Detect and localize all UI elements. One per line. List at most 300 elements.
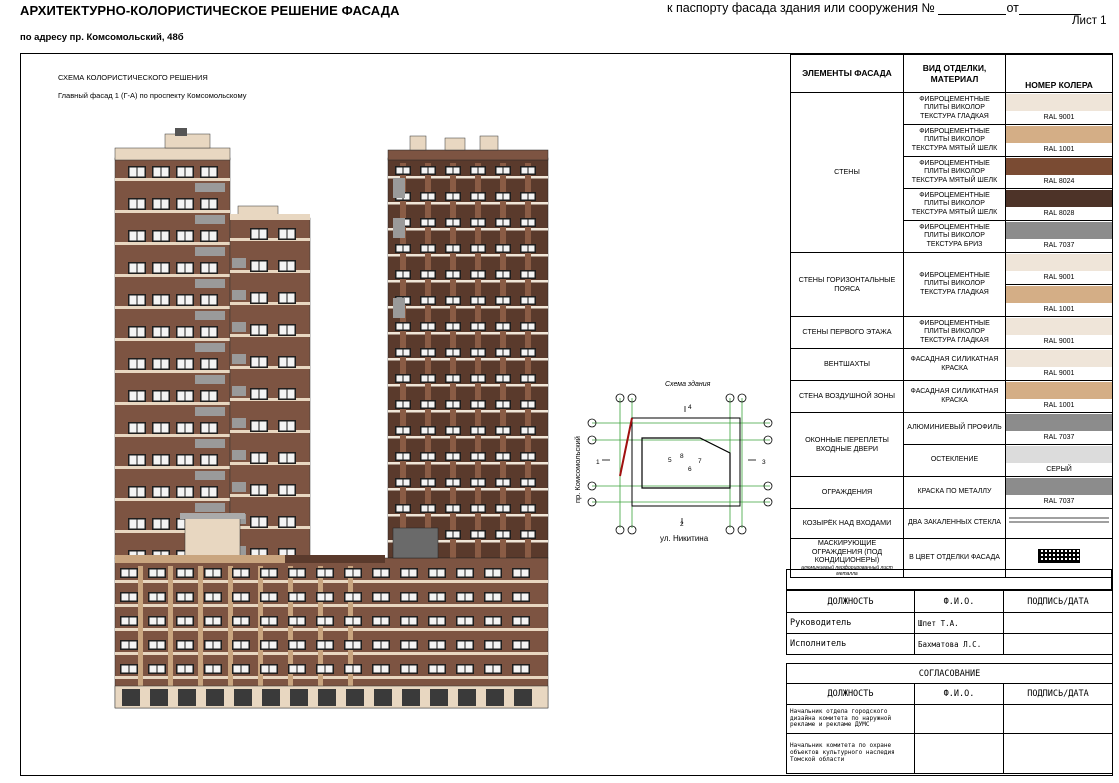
grey-panel bbox=[232, 482, 246, 492]
window-pane bbox=[288, 294, 295, 303]
window-pane bbox=[494, 666, 501, 673]
approval-header-name: Ф.И.О. bbox=[915, 684, 1004, 705]
window-pane bbox=[290, 570, 297, 577]
grey-panel bbox=[195, 471, 225, 480]
window-pane bbox=[494, 642, 501, 649]
shopfront bbox=[402, 689, 420, 706]
approval-table bbox=[786, 663, 1113, 774]
belt-band bbox=[115, 370, 230, 373]
window-pane bbox=[280, 518, 287, 527]
window-pane bbox=[178, 424, 185, 433]
window-pane bbox=[186, 456, 193, 465]
window-pane bbox=[479, 454, 485, 460]
grey-panel bbox=[195, 247, 225, 256]
ral-code: RAL 9001 bbox=[1043, 369, 1075, 377]
window-pane bbox=[438, 666, 445, 673]
window-pane bbox=[497, 324, 503, 330]
window-pane bbox=[280, 454, 287, 463]
window-pane bbox=[186, 642, 193, 649]
window-pane bbox=[138, 456, 145, 465]
window-pane bbox=[138, 360, 145, 369]
window-pane bbox=[186, 232, 193, 241]
material-cell: ФИБРОЦЕМЕНТНЫЕ ПЛИТЫ ВИКОЛОР ТЕКСТУРА МЯТЫЙ ШЕЛК bbox=[904, 157, 1006, 189]
window-pane bbox=[138, 232, 145, 241]
window-pane bbox=[504, 428, 510, 434]
window-pane bbox=[270, 666, 277, 673]
window-pane bbox=[422, 220, 428, 226]
window-pane bbox=[178, 168, 185, 177]
window-pane bbox=[458, 594, 465, 601]
window-pane bbox=[479, 376, 485, 382]
window-pane bbox=[402, 666, 409, 673]
window-pane bbox=[214, 570, 221, 577]
window-pane bbox=[158, 618, 165, 625]
window-pane bbox=[288, 390, 295, 399]
window-pane bbox=[154, 168, 161, 177]
window-pane bbox=[522, 454, 528, 460]
window-pane bbox=[479, 428, 485, 434]
window-pane bbox=[472, 480, 478, 486]
window-pane bbox=[270, 642, 277, 649]
belt-band bbox=[388, 384, 548, 387]
window-pane bbox=[458, 570, 465, 577]
window-pane bbox=[270, 594, 277, 601]
window-pane bbox=[234, 618, 241, 625]
window-pane bbox=[252, 358, 259, 367]
window-pane bbox=[154, 296, 161, 305]
window-pane bbox=[382, 594, 389, 601]
window-pane bbox=[178, 232, 185, 241]
window-pane bbox=[202, 424, 209, 433]
window-pane bbox=[447, 298, 453, 304]
window-pane bbox=[346, 618, 353, 625]
window-pane bbox=[150, 642, 157, 649]
window-pane bbox=[154, 328, 161, 337]
ral-code: RAL 7037 bbox=[1043, 433, 1075, 441]
left-tower-roof-box bbox=[165, 134, 210, 148]
window-pane bbox=[186, 264, 193, 273]
window-pane bbox=[354, 570, 361, 577]
window-pane bbox=[429, 350, 435, 356]
plan-label-1: 1 bbox=[596, 459, 600, 466]
window-pane bbox=[447, 506, 453, 512]
right-tower-parapet bbox=[388, 150, 548, 160]
window-pane bbox=[346, 642, 353, 649]
window-pane bbox=[472, 454, 478, 460]
material-cell: ФАСАДНАЯ СИЛИКАТНАЯ КРАСКА bbox=[904, 349, 1006, 381]
grey-panel bbox=[232, 386, 246, 396]
window-pane bbox=[178, 570, 185, 577]
window-pane bbox=[422, 246, 428, 252]
window-pane bbox=[130, 424, 137, 433]
perforation-pattern-icon bbox=[1038, 549, 1080, 563]
window-pane bbox=[382, 666, 389, 673]
shopfront bbox=[178, 689, 196, 706]
color-cell bbox=[1006, 253, 1113, 285]
window-pane bbox=[162, 424, 169, 433]
window-pane bbox=[130, 168, 137, 177]
window-pane bbox=[346, 594, 353, 601]
window-pane bbox=[150, 570, 157, 577]
window-pane bbox=[130, 666, 137, 673]
podium-cornice bbox=[285, 555, 385, 563]
left-tower-vent bbox=[175, 128, 187, 136]
belt-band bbox=[230, 366, 310, 369]
window-pane bbox=[260, 230, 267, 239]
window-pane bbox=[178, 392, 185, 401]
grey-panel bbox=[195, 343, 225, 352]
belt-band bbox=[230, 430, 310, 433]
window-pane bbox=[138, 200, 145, 209]
window-pane bbox=[202, 264, 209, 273]
passport-date-blank bbox=[1019, 3, 1081, 15]
window-pane bbox=[447, 246, 453, 252]
window-pane bbox=[497, 402, 503, 408]
window-pane bbox=[178, 264, 185, 273]
plan-title: Схема здания bbox=[665, 381, 711, 388]
window-pane bbox=[429, 220, 435, 226]
shopfront bbox=[430, 689, 448, 706]
color-swatch bbox=[1006, 478, 1112, 496]
sign-position: Исполнитель bbox=[787, 634, 915, 655]
color-spec-table bbox=[790, 54, 1113, 578]
window-pane bbox=[447, 480, 453, 486]
masking-note: алюминиевый перфорированный лист металла bbox=[801, 564, 893, 577]
window-pane bbox=[429, 194, 435, 200]
grey-panel bbox=[393, 218, 405, 238]
window-pane bbox=[447, 532, 453, 538]
window-pane bbox=[382, 570, 389, 577]
canopy-pattern-cell bbox=[1006, 509, 1113, 539]
window-pane bbox=[214, 642, 221, 649]
window-pane bbox=[454, 506, 460, 512]
color-cell bbox=[1006, 93, 1113, 125]
color-cell bbox=[1006, 221, 1113, 253]
color-swatch bbox=[1006, 446, 1112, 464]
window-pane bbox=[458, 666, 465, 673]
window-pane bbox=[522, 532, 528, 538]
window-pane bbox=[397, 272, 403, 278]
window-pane bbox=[162, 456, 169, 465]
approval-name bbox=[915, 734, 1004, 774]
window-pane bbox=[138, 520, 145, 529]
window-pane bbox=[522, 298, 528, 304]
window-pane bbox=[178, 642, 185, 649]
window-pane bbox=[397, 168, 403, 174]
belt-band bbox=[388, 436, 548, 439]
belt-band bbox=[115, 338, 230, 341]
window-pane bbox=[472, 324, 478, 330]
window-pane bbox=[260, 262, 267, 271]
window-pane bbox=[186, 360, 193, 369]
sign-header-signature: ПОДПИСЬ/ДАТА bbox=[1004, 591, 1113, 613]
window-pane bbox=[298, 666, 305, 673]
podium-belt bbox=[115, 604, 548, 607]
window-pane bbox=[529, 480, 535, 486]
belt-band bbox=[230, 494, 310, 497]
material-cell: АЛЮМИНИЕВЫЙ ПРОФИЛЬ bbox=[904, 413, 1006, 445]
window-pane bbox=[210, 328, 217, 337]
color-cell bbox=[1006, 157, 1113, 189]
low-volume-top bbox=[180, 513, 245, 519]
window-pane bbox=[529, 272, 535, 278]
window-pane bbox=[154, 488, 161, 497]
window-pane bbox=[290, 666, 297, 673]
window-pane bbox=[130, 264, 137, 273]
window-pane bbox=[404, 480, 410, 486]
elem-horizontal-belts: СТЕНЫ ГОРИЗОНТАЛЬНЫЕ ПОЯСА bbox=[791, 253, 904, 317]
belt-band bbox=[115, 498, 230, 501]
window-pane bbox=[466, 618, 473, 625]
window-pane bbox=[529, 220, 535, 226]
window-pane bbox=[454, 454, 460, 460]
window-pane bbox=[290, 618, 297, 625]
podium-belt bbox=[115, 676, 548, 679]
window-pane bbox=[430, 642, 437, 649]
sign-name: Шпет Т.А. bbox=[915, 613, 1004, 634]
belt-band bbox=[115, 178, 230, 181]
window-pane bbox=[154, 424, 161, 433]
window-pane bbox=[422, 194, 428, 200]
window-pane bbox=[288, 262, 295, 271]
belt-band bbox=[388, 202, 548, 205]
window-pane bbox=[290, 594, 297, 601]
window-pane bbox=[202, 200, 209, 209]
shopfront bbox=[262, 689, 280, 706]
window-pane bbox=[122, 618, 129, 625]
grey-panel bbox=[232, 450, 246, 460]
belt-band bbox=[388, 358, 548, 361]
window-pane bbox=[374, 666, 381, 673]
window-pane bbox=[447, 454, 453, 460]
window-pane bbox=[472, 350, 478, 356]
passport-line bbox=[667, 1, 1081, 15]
window-pane bbox=[522, 324, 528, 330]
sign-signature bbox=[1004, 613, 1113, 634]
window-pane bbox=[214, 594, 221, 601]
window-pane bbox=[154, 360, 161, 369]
window-pane bbox=[479, 272, 485, 278]
window-pane bbox=[242, 594, 249, 601]
approval-signature bbox=[1004, 705, 1113, 734]
window-pane bbox=[422, 454, 428, 460]
window-pane bbox=[354, 618, 361, 625]
window-pane bbox=[122, 594, 129, 601]
window-pane bbox=[138, 392, 145, 401]
window-pane bbox=[422, 168, 428, 174]
window-pane bbox=[422, 298, 428, 304]
window-pane bbox=[466, 570, 473, 577]
ral-code: RAL 9001 bbox=[1043, 273, 1075, 281]
window-pane bbox=[454, 376, 460, 382]
signature-spacer bbox=[786, 569, 1112, 590]
window-pane bbox=[422, 480, 428, 486]
window-pane bbox=[529, 350, 535, 356]
shopfront bbox=[514, 689, 532, 706]
plan-label-3: 3 bbox=[762, 459, 766, 466]
window-pane bbox=[404, 506, 410, 512]
sign-header-name: Ф.И.О. bbox=[915, 591, 1004, 613]
window-pane bbox=[234, 570, 241, 577]
window-pane bbox=[479, 246, 485, 252]
right-tower-roof-box bbox=[445, 138, 465, 150]
window-pane bbox=[178, 456, 185, 465]
window-pane bbox=[262, 570, 269, 577]
window-pane bbox=[382, 618, 389, 625]
material-cell: ФИБРОЦЕМЕНТНЫЕ ПЛИТЫ ВИКОЛОР ТЕКСТУРА ГЛАДКАЯ bbox=[904, 317, 1006, 349]
window-pane bbox=[404, 324, 410, 330]
window-pane bbox=[454, 324, 460, 330]
window-pane bbox=[472, 506, 478, 512]
shopfront bbox=[374, 689, 392, 706]
window-pane bbox=[404, 402, 410, 408]
window-pane bbox=[486, 570, 493, 577]
window-pane bbox=[178, 360, 185, 369]
color-swatch bbox=[1006, 382, 1112, 400]
belt-band bbox=[388, 254, 548, 257]
material-cell: ФИБРОЦЕМЕНТНЫЕ ПЛИТЫ ВИКОЛОР ТЕКСТУРА ГЛАДКАЯ bbox=[904, 253, 1006, 317]
window-pane bbox=[326, 642, 333, 649]
window-pane bbox=[326, 594, 333, 601]
window-pane bbox=[472, 220, 478, 226]
window-pane bbox=[430, 666, 437, 673]
window-pane bbox=[210, 392, 217, 401]
window-pane bbox=[422, 272, 428, 278]
window-pane bbox=[529, 324, 535, 330]
elem-canopy: КОЗЫРЁК НАД ВХОДАМИ bbox=[791, 509, 904, 539]
window-pane bbox=[158, 570, 165, 577]
sheet-number: Лист 1 bbox=[1072, 15, 1107, 27]
window-pane bbox=[497, 428, 503, 434]
color-swatch bbox=[1006, 94, 1112, 112]
belt-band bbox=[230, 270, 310, 273]
belt-band bbox=[230, 462, 310, 465]
window-pane bbox=[318, 618, 325, 625]
window-pane bbox=[186, 328, 193, 337]
window-pane bbox=[298, 642, 305, 649]
ral-code: RAL 1001 bbox=[1043, 401, 1075, 409]
window-pane bbox=[429, 402, 435, 408]
window-pane bbox=[529, 298, 535, 304]
window-pane bbox=[397, 324, 403, 330]
window-pane bbox=[404, 246, 410, 252]
material-cell: ФАСАДНАЯ СИЛИКАТНАЯ КРАСКА bbox=[904, 381, 1006, 413]
window-pane bbox=[479, 402, 485, 408]
window-pane bbox=[288, 454, 295, 463]
window-pane bbox=[529, 532, 535, 538]
passport-number-blank bbox=[938, 3, 1006, 15]
passport-from: от bbox=[1006, 1, 1019, 15]
window-pane bbox=[402, 594, 409, 601]
window-pane bbox=[522, 272, 528, 278]
ral-code: СЕРЫЙ bbox=[1046, 465, 1072, 473]
window-pane bbox=[130, 594, 137, 601]
sign-name: Бахматова Л.С. bbox=[915, 634, 1004, 655]
facade-drawing bbox=[110, 118, 555, 718]
window-pane bbox=[529, 194, 535, 200]
window-pane bbox=[529, 428, 535, 434]
window-pane bbox=[210, 264, 217, 273]
window-pane bbox=[210, 488, 217, 497]
window-pane bbox=[479, 194, 485, 200]
window-pane bbox=[504, 480, 510, 486]
window-pane bbox=[178, 520, 185, 529]
window-pane bbox=[397, 246, 403, 252]
color-swatch bbox=[1006, 222, 1112, 240]
elem-vent-shafts: ВЕНТШАХТЫ bbox=[791, 349, 904, 381]
window-pane bbox=[298, 618, 305, 625]
window-pane bbox=[522, 480, 528, 486]
window-pane bbox=[447, 220, 453, 226]
approval-title: СОГЛАСОВАНИЕ bbox=[787, 664, 1113, 684]
window-pane bbox=[154, 392, 161, 401]
belt-band bbox=[230, 302, 310, 305]
window-pane bbox=[504, 168, 510, 174]
elem-first-floor: СТЕНЫ ПЕРВОГО ЭТАЖА bbox=[791, 317, 904, 349]
window-pane bbox=[130, 200, 137, 209]
window-pane bbox=[162, 264, 169, 273]
color-cell bbox=[1006, 285, 1113, 317]
window-pane bbox=[438, 594, 445, 601]
window-pane bbox=[497, 532, 503, 538]
window-pane bbox=[422, 428, 428, 434]
window-pane bbox=[186, 594, 193, 601]
window-pane bbox=[150, 666, 157, 673]
ral-code: RAL 1001 bbox=[1043, 305, 1075, 313]
window-pane bbox=[479, 532, 485, 538]
podium-cornice bbox=[115, 555, 285, 563]
window-pane bbox=[479, 220, 485, 226]
window-pane bbox=[479, 480, 485, 486]
window-pane bbox=[447, 168, 453, 174]
window-pane bbox=[438, 618, 445, 625]
window-pane bbox=[154, 200, 161, 209]
color-cell bbox=[1006, 477, 1113, 509]
belt-band bbox=[388, 332, 548, 335]
approval-name bbox=[915, 705, 1004, 734]
window-pane bbox=[280, 422, 287, 431]
window-pane bbox=[242, 570, 249, 577]
color-swatch bbox=[1006, 350, 1112, 368]
window-pane bbox=[154, 264, 161, 273]
window-pane bbox=[210, 360, 217, 369]
window-pane bbox=[260, 518, 267, 527]
window-pane bbox=[214, 666, 221, 673]
material-cell: ОСТЕКЛЕНИЕ bbox=[904, 445, 1006, 477]
window-pane bbox=[122, 642, 129, 649]
window-pane bbox=[252, 422, 259, 431]
belt-band bbox=[115, 434, 230, 437]
facade-marker bbox=[620, 418, 632, 476]
window-pane bbox=[260, 358, 267, 367]
window-pane bbox=[154, 456, 161, 465]
window-pane bbox=[252, 454, 259, 463]
window-pane bbox=[162, 488, 169, 497]
shopfront bbox=[458, 689, 476, 706]
window-pane bbox=[402, 642, 409, 649]
material-cell: ФИБРОЦЕМЕНТНЫЕ ПЛИТЫ ВИКОЛОР ТЕКСТУРА МЯТЫЙ ШЕЛК bbox=[904, 189, 1006, 221]
low-volume bbox=[185, 518, 240, 558]
window-pane bbox=[122, 570, 129, 577]
window-pane bbox=[202, 296, 209, 305]
window-pane bbox=[504, 246, 510, 252]
window-pane bbox=[397, 480, 403, 486]
window-pane bbox=[429, 298, 435, 304]
window-pane bbox=[486, 666, 493, 673]
window-pane bbox=[454, 246, 460, 252]
window-pane bbox=[447, 428, 453, 434]
window-pane bbox=[178, 488, 185, 497]
